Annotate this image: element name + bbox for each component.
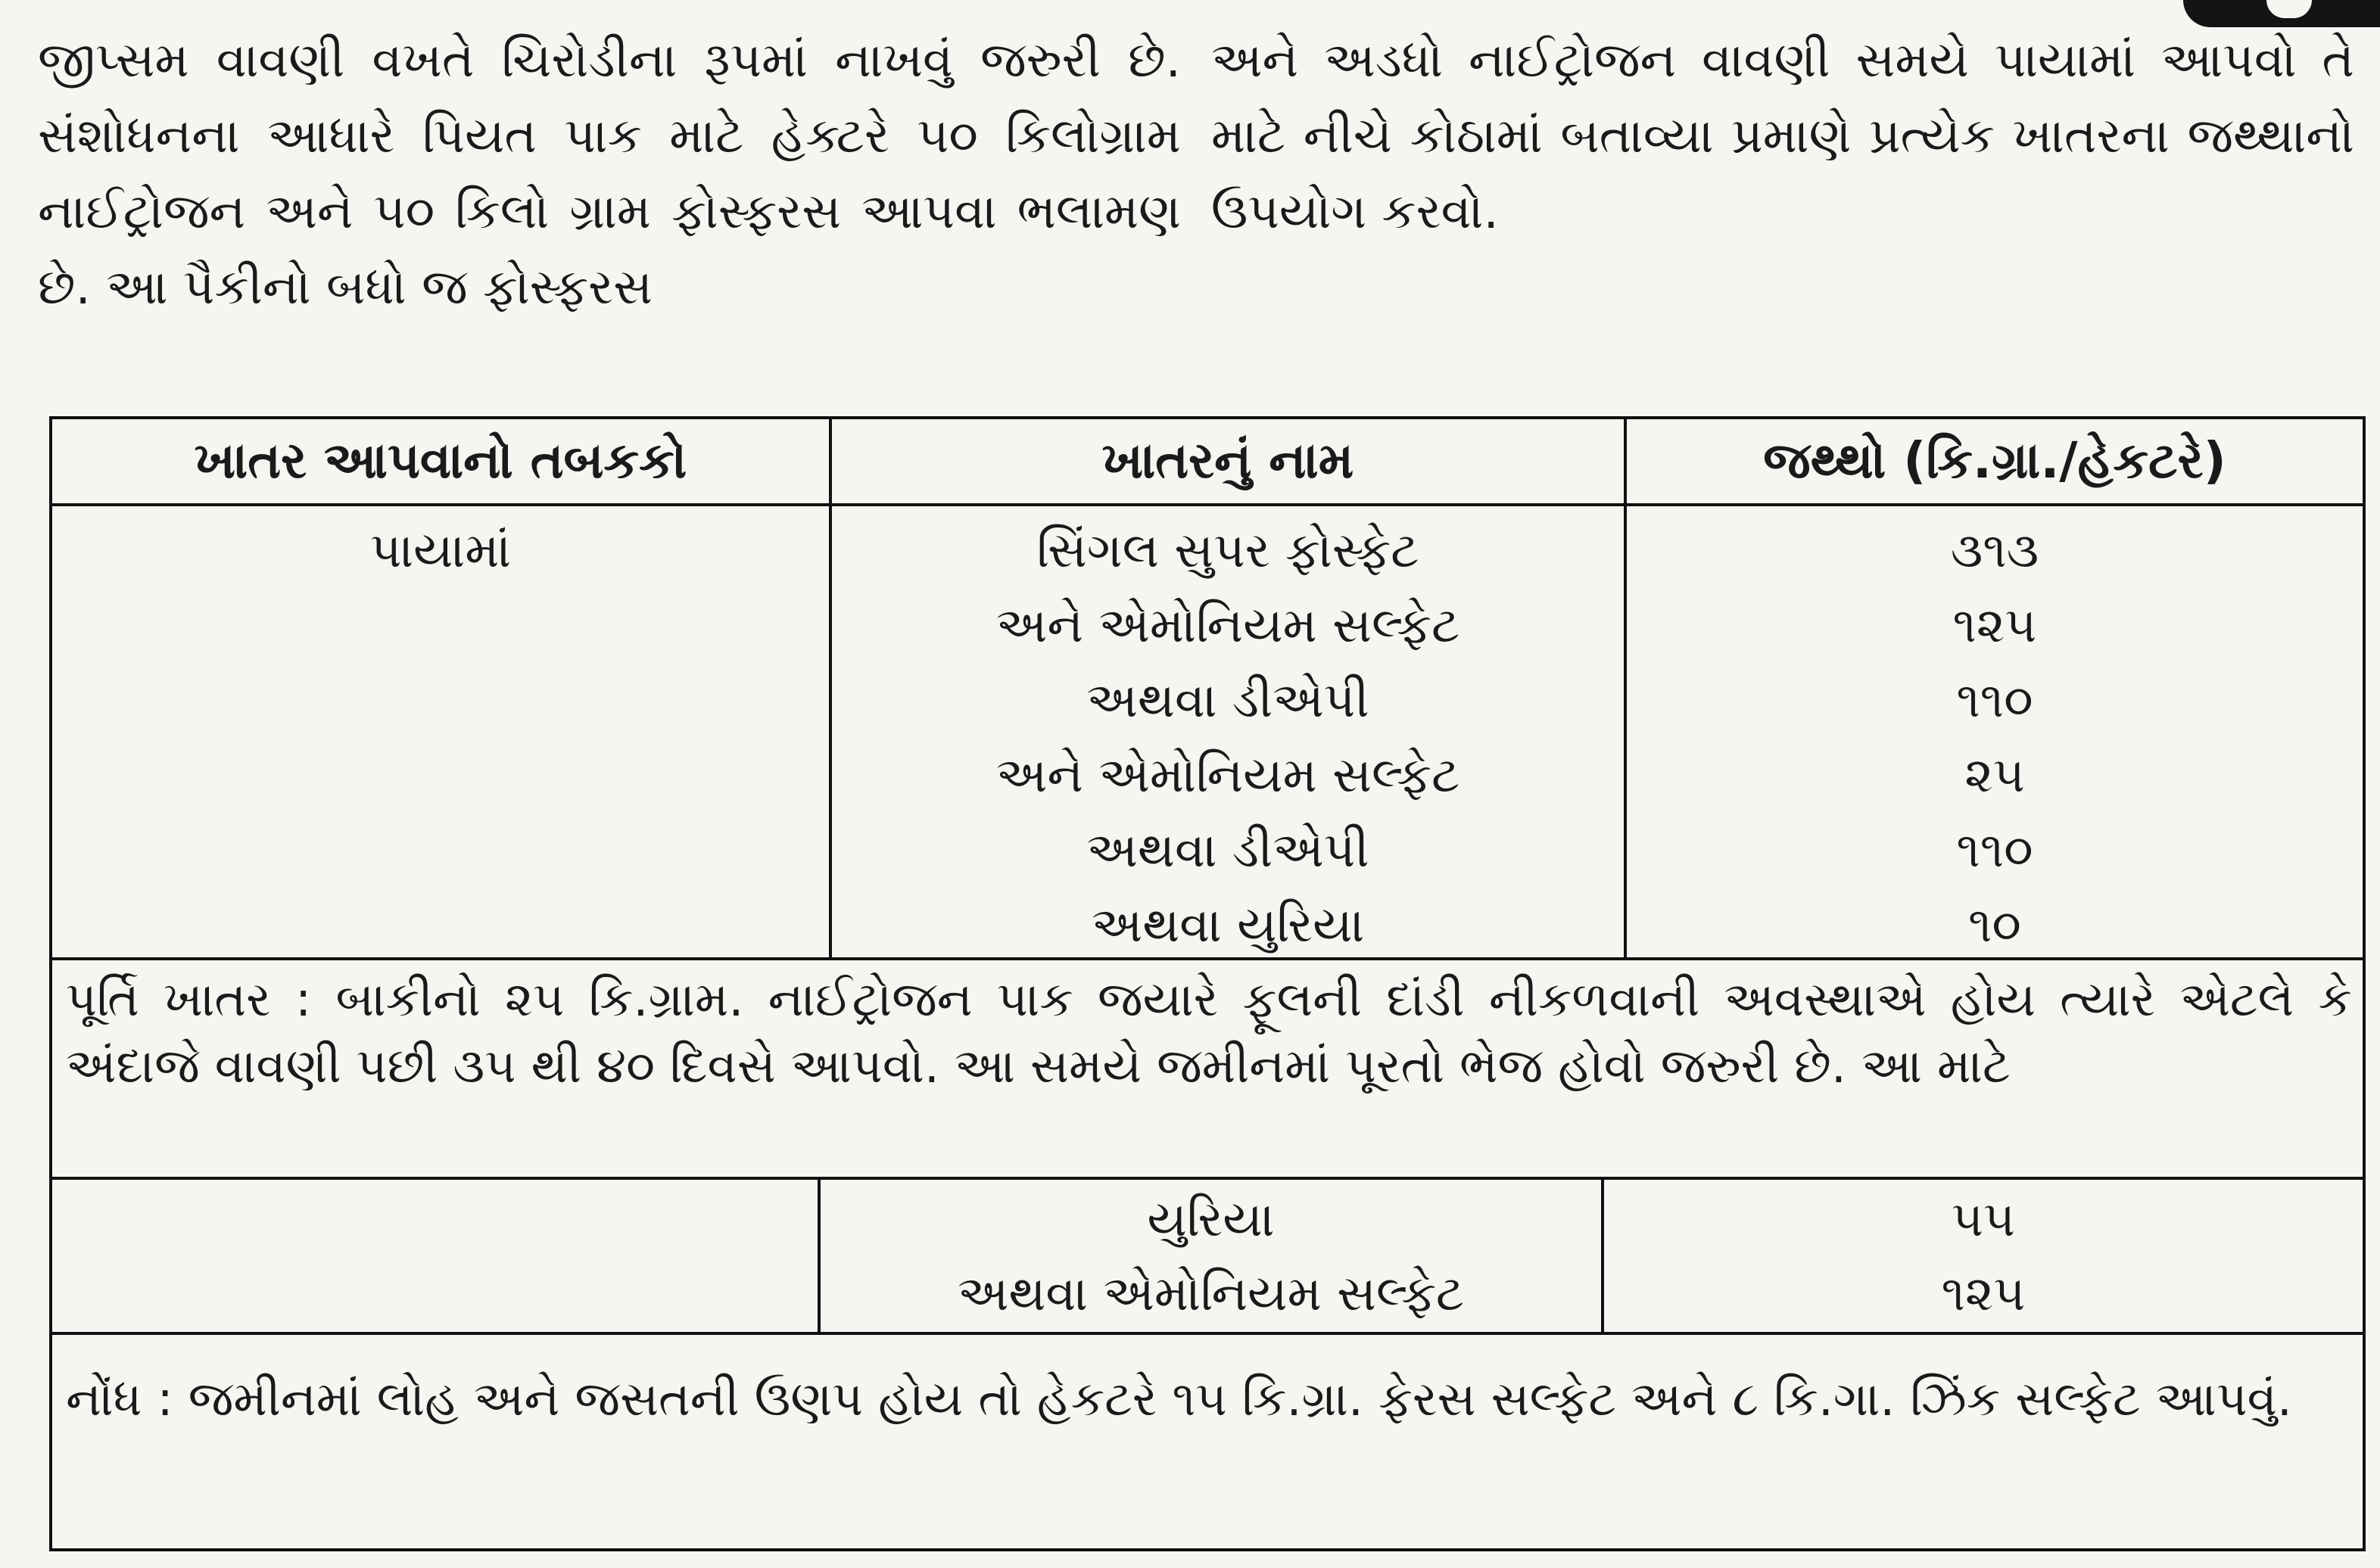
intro-right-column [1211, 23, 2354, 325]
top-dressing-fertilizer-list [821, 1180, 1601, 1331]
header-stage: ખાતર આપવાનો તબકકો [52, 419, 832, 503]
top-dressing-text: પૂર્તિ ખાતર : બાકીનો ૨૫ કિ.ગ્રામ. નાઈટ્રોજન પાક જયારે ફૂલની દાંડી નીકળવાની અવસ્થાએ હોય ત્યારે એટલે કે અંદાજે વાવણી પછી ૩૫ થી ૪૦ દિવસે આપવો. આ સમયે જમીનમાં પૂરતો ભેજ હોવો જરુરી છે. આ માટે [66, 972, 2352, 1094]
intro-text [38, 23, 2354, 325]
basal-stage-cell: પાયામાં [52, 506, 832, 957]
list-item: સિંગલ સુપર ફોસ્ફેટ [1036, 523, 1419, 579]
top-dressing-stage-cell [52, 1180, 821, 1332]
intro-left-paragraph: જીપ્સમ વાવણી વખતે ચિરોડીના રૂપમાં નાખવું જરુરી છે. સંશોધનના આધારે પિયત પાક માટે હેક્ટરે ૫૦ કિલોગ્રામ નાઈટ્રોજન અને ૫૦ કિલો ગ્રામ ફોસ્ફરસ આપવા ભલામણ છે. આ પૈકીનો બધો જ ફોસ્ફરસ [38, 33, 1181, 316]
header-quantity: જથ્થો (કિ.ગ્રા./હેકટરે) [1763, 431, 2226, 490]
header-fertilizer-name: ખાતરનું નામ [832, 419, 1627, 503]
top-dressing-quantity-list [1604, 1180, 2363, 1331]
table-header-row [52, 419, 2363, 506]
list-item: અથવા ડીએપી [1086, 673, 1369, 729]
list-item: ૧૧૦ [1956, 823, 2033, 879]
top-dressing-row [52, 1180, 2363, 1335]
top-dressing-quantity-cell [1604, 1180, 2363, 1332]
note-text: નોંધ : જમીનમાં લોહ અને જસતની ઉણપ હોય તો હેકટરે ૧૫ કિ.ગ્રા. ફેરસ સલ્ફેટ અને ૮ કિ.ગા. ઝિંક સલ્ફેટ આપવું. [66, 1371, 2292, 1426]
list-item: અને એમોનિયમ સલ્ફેટ [995, 748, 1460, 804]
list-item: અથવા યુરિયા [1091, 898, 1365, 954]
list-item: અથવા ડીએપી [1086, 823, 1369, 879]
intro-right-paragraph: અને અડધો નાઈટ્રોજન વાવણી સમયે પાયામાં આપવો તે માટે નીચે કોઠામાં બતાવ્યા પ્રમાણે પ્રત્યેક ખાતરના જથ્થાનો ઉપયોગ કરવો. [1211, 33, 2354, 240]
list-item: ૧૨૫ [1952, 598, 2037, 654]
note-row [52, 1335, 2363, 1551]
list-item: ૧૨૫ [1941, 1266, 2026, 1322]
list-item: ૩૧૩ [1950, 523, 2039, 579]
list-item: ૫૫ [1951, 1192, 2016, 1248]
list-item: યુરિયા [1147, 1192, 1275, 1248]
basal-quantity-cell [1627, 506, 2363, 957]
list-item: અથવા એમોનિયમ સલ્ફેટ [957, 1266, 1465, 1322]
list-item: ૧૧૦ [1956, 673, 2033, 729]
basal-row [52, 506, 2363, 960]
fertilizer-table [49, 416, 2366, 1551]
intro-left-column [38, 23, 1181, 325]
top-dressing-fertilizer-cell [821, 1180, 1604, 1332]
top-dressing-info-row [52, 960, 2363, 1180]
list-item: ૧૦ [1968, 898, 2021, 954]
basal-quantity-list [1627, 506, 2363, 963]
basal-fertilizer-list [832, 506, 1624, 963]
list-item: ૨૫ [1964, 748, 2025, 804]
basal-fertilizer-cell [832, 506, 1627, 957]
list-item: અને એમોનિયમ સલ્ફેટ [995, 598, 1460, 654]
